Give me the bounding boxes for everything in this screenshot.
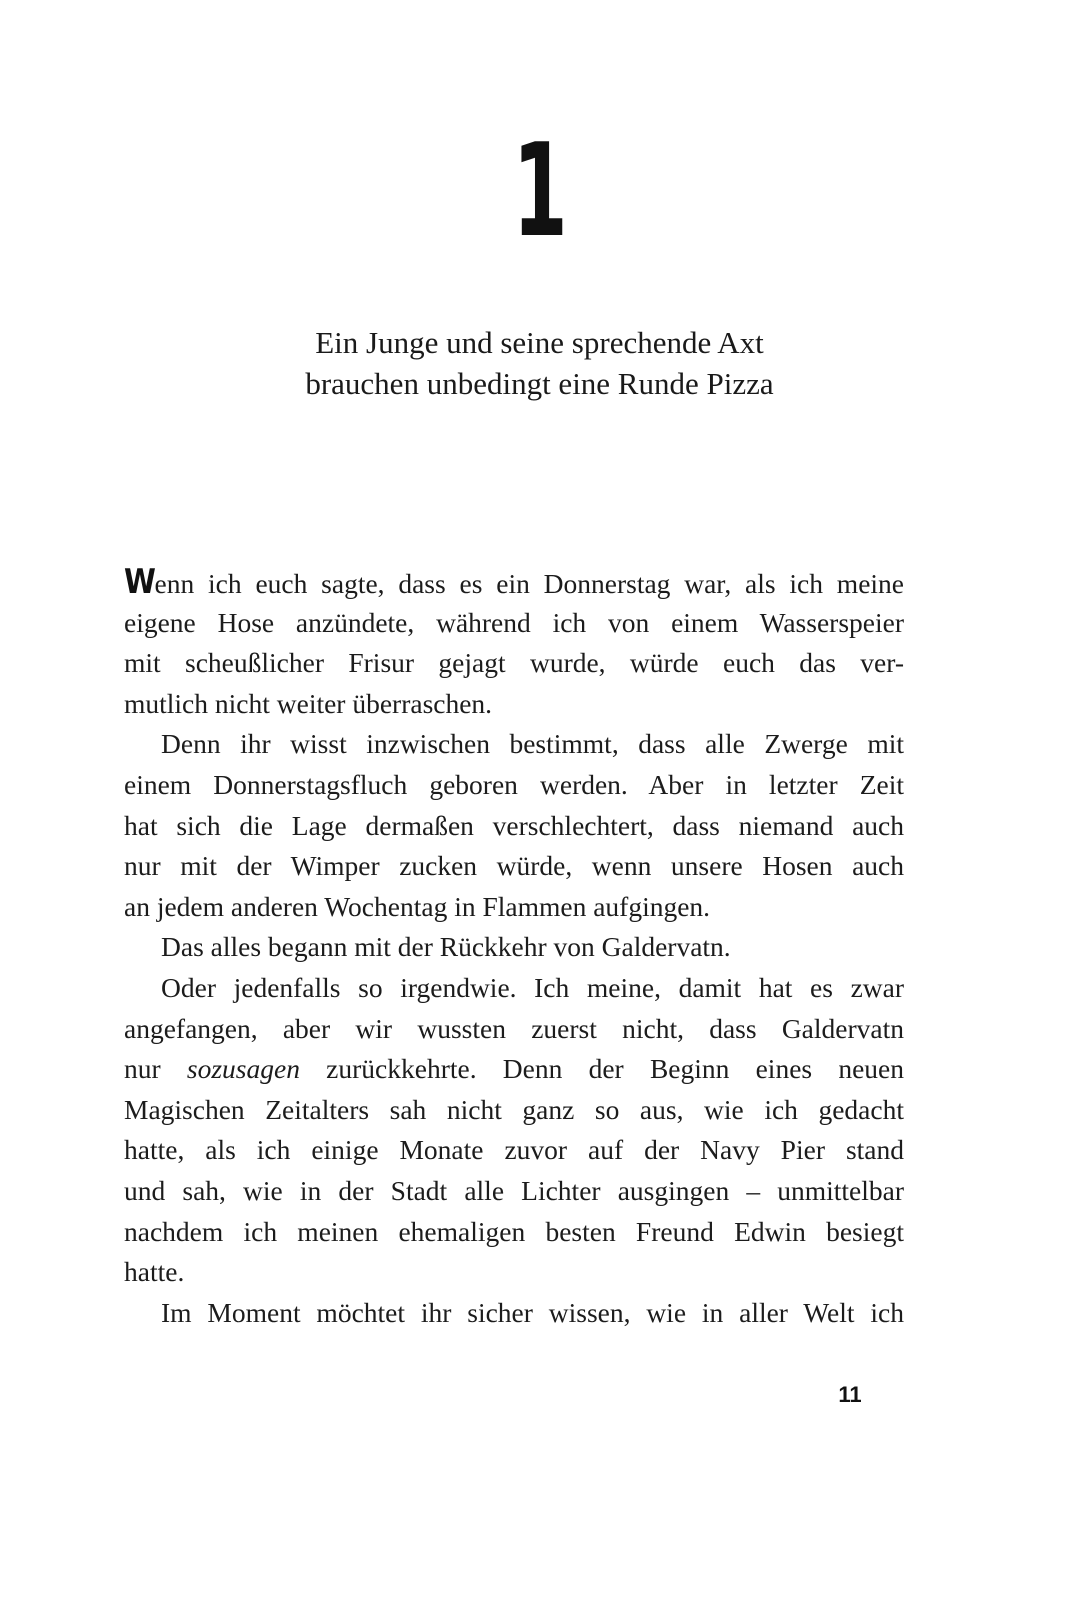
drop-cap: W bbox=[124, 562, 154, 602]
text-line: hatte. bbox=[124, 1256, 185, 1288]
chapter-number-text: 1 bbox=[512, 117, 567, 266]
text-line: hat sich die Lage dermaßen verschlechtert, dass niemand auch bbox=[124, 809, 904, 841]
text-line: Das alles begann mit der Rückkehr von Galdervatn. bbox=[161, 931, 731, 963]
text-line: Magischen Zeitalters sah nicht ganz so aus, wie ich gedacht bbox=[124, 1093, 904, 1125]
page-number: 11 bbox=[838, 1382, 862, 1407]
text-line-content: enn ich euch sagte, dass es ein Donnerstag war, als ich meine bbox=[154, 568, 904, 599]
text-line: an jedem anderen Wochentag in Flammen aufgingen. bbox=[124, 890, 711, 922]
body-text bbox=[124, 562, 904, 1333]
text-line: nur mit der Wimper zucken würde, wenn unsere Hosen auch bbox=[124, 850, 904, 882]
text-line: Denn ihr wisst inzwischen bestimmt, dass alle Zwerge mit bbox=[161, 728, 904, 760]
text-line bbox=[124, 1049, 904, 1090]
italic-text: sozusagen bbox=[186, 1053, 300, 1085]
text-line: und sah, wie in der Stadt alle Lichter ausgingen – unmittelbar bbox=[124, 1174, 904, 1206]
chapter-title bbox=[0, 322, 1079, 404]
text-line: mutlich nicht weiter überraschen. bbox=[124, 687, 493, 719]
text-line: eigene Hose anzündete, während ich von einem Wasserspeier bbox=[124, 606, 904, 638]
text-line: mit scheußlicher Frisur gejagt wurde, würde euch das ver- bbox=[124, 647, 904, 679]
text-line bbox=[124, 562, 904, 603]
chapter-title-line: Ein Junge und seine sprechende Axt bbox=[315, 325, 764, 360]
text-line: angefangen, aber wir wussten zuerst nicht, dass Galdervatn bbox=[124, 1012, 904, 1044]
chapter-number bbox=[0, 117, 1079, 266]
text-segment: nur bbox=[124, 1053, 187, 1085]
text-line: einem Donnerstagsfluch geboren werden. Aber in letzter Zeit bbox=[124, 768, 904, 800]
text-line: hatte, als ich einige Monate zuvor auf der Navy Pier stand bbox=[124, 1134, 904, 1166]
chapter-title-line: brauchen unbedingt eine Runde Pizza bbox=[305, 366, 774, 401]
text-line: nachdem ich meinen ehemaligen besten Freund Edwin besiegt bbox=[124, 1215, 904, 1247]
text-segment: zurückkehrte. Denn der Beginn eines neuen bbox=[299, 1053, 904, 1085]
text-line: Im Moment möchtet ihr sicher wissen, wie in aller Welt ich bbox=[161, 1296, 904, 1328]
text-line: Oder jedenfalls so irgendwie. Ich meine, damit hat es zwar bbox=[161, 971, 904, 1003]
